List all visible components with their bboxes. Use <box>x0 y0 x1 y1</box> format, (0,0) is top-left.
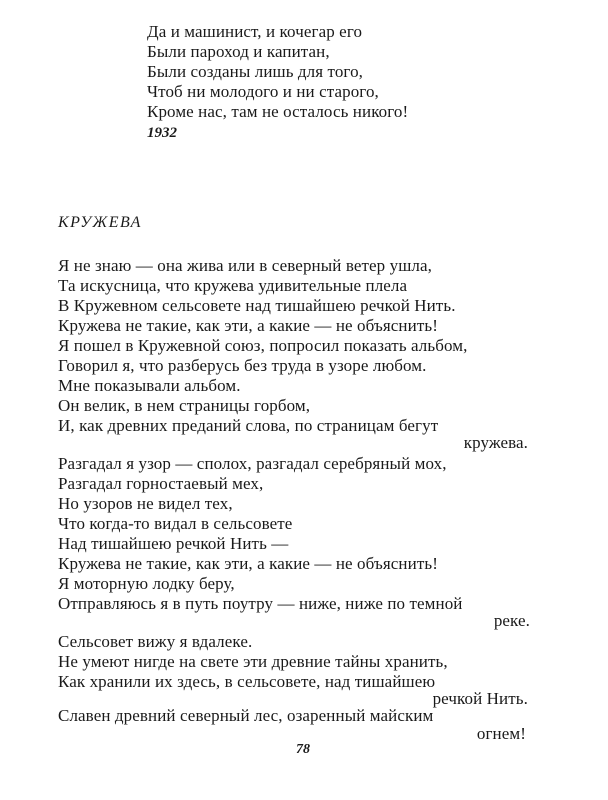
poem-end-line: Были созданы лишь для того, <box>147 62 364 81</box>
poem-line: Та искусница, что кружева удивительные плела <box>58 276 408 295</box>
poem-line: Разгадал горностаевый мех, <box>58 474 264 493</box>
poem-title: КРУЖЕВА <box>58 214 142 231</box>
poem-line: Не умеют нигде на свете эти древние тайны хранить, <box>58 652 448 671</box>
poem-line: Я не знаю — она жива или в северный ветер ушла, <box>58 256 432 275</box>
poem-line: Он велик, в нем страницы горбом, <box>58 396 311 415</box>
poem-line: Кружева не такие, как эти, а какие — не объяснить! <box>58 554 438 573</box>
poem-line-continuation: реке. <box>493 611 530 630</box>
poem-line-continuation: огнем! <box>476 724 526 743</box>
poem-date: 1932 <box>147 125 177 141</box>
poem-line: Но узоров не видел тех, <box>58 494 233 513</box>
page-number: 78 <box>296 742 310 757</box>
poem-line: Я пошел в Кружевной союз, попросил показать альбом, <box>58 336 468 355</box>
poem-end-line: Чтоб ни молодого и ни старого, <box>147 82 379 101</box>
poem-end-line: Кроме нас, там не осталось никого! <box>147 102 409 121</box>
poem-line-continuation: речкой Нить. <box>432 689 528 708</box>
poem-line: Я моторную лодку беру, <box>58 574 235 593</box>
poem-line: Говорил я, что разберусь без труда в узоре любом. <box>58 356 427 375</box>
poem-line: Кружева не такие, как эти, а какие — не объяснить! <box>58 316 438 335</box>
poem-line: Славен древний северный лес, озаренный майским <box>58 706 434 725</box>
poem-line: Мне показывали альбом. <box>58 376 241 395</box>
poem-line: Как хранили их здесь, в сельсовете, над тишайшею <box>58 672 436 691</box>
poem-line: Что когда-то видал в сельсовете <box>58 514 293 533</box>
poem-line: Над тишайшею речкой Нить — <box>58 534 289 553</box>
poem-line: И, как древних преданий слова, по страницам бегут <box>58 416 439 435</box>
poem-line: Разгадал я узор — сполох, разгадал серебряный мох, <box>58 454 447 473</box>
poem-end-line: Да и машинист, и кочегар его <box>147 22 363 41</box>
poem-line: Отправляюсь я в путь поутру — ниже, ниже по темной <box>58 594 463 613</box>
poem-line-continuation: кружева. <box>463 433 528 452</box>
poem-line: В Кружевном сельсовете над тишайшею речкой Нить. <box>58 296 456 315</box>
poem-line: Сельсовет вижу я вдалеке. <box>58 632 253 651</box>
poem-end-line: Были пароход и капитан, <box>147 42 330 61</box>
